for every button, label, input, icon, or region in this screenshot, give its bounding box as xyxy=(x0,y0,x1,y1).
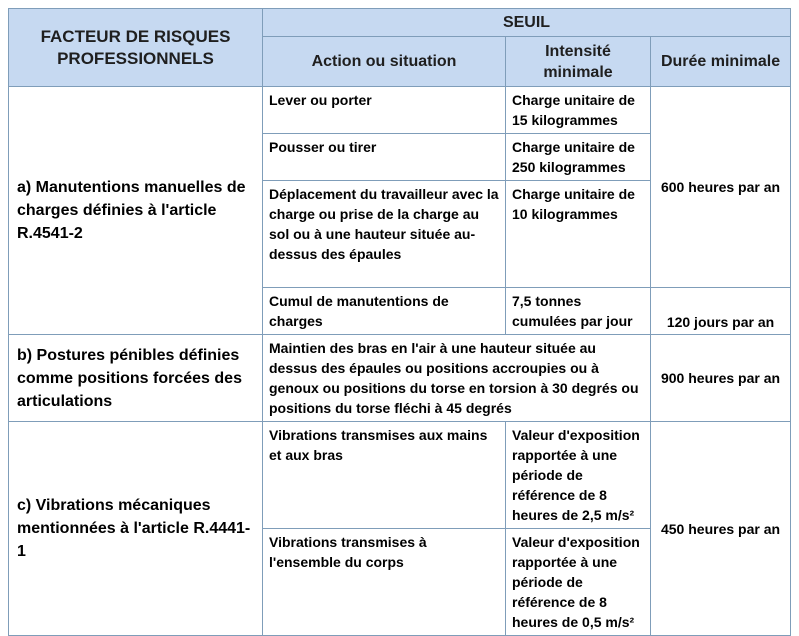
risk-threshold-table xyxy=(8,8,791,636)
factor-manual-handling: a) Manutentions manuelles de charges définies à l'article R.4541-2 xyxy=(9,87,263,335)
factor-vibrations: c) Vibrations mécaniques mentionnées à l'article R.4441-1 xyxy=(9,422,263,636)
header-threshold: SEUIL xyxy=(263,9,791,37)
action-postures: Maintien des bras en l'air à une hauteur située au dessus des épaules ou positions accroupies ou à genoux ou positions du torse en torsion à 30 degrés ou positions du torse fléchi à 45 degrés xyxy=(263,335,651,422)
action-cumulative-handling: Cumul de manutentions de charges xyxy=(263,288,506,335)
header-intensity: Intensité minimale xyxy=(506,37,651,87)
action-push-pull: Pousser ou tirer xyxy=(263,134,506,181)
header-duration: Durée minimale xyxy=(651,37,791,87)
header-risk-factor: FACTEUR DE RISQUES PROFESSIONNELS xyxy=(9,9,263,87)
intensity-hand-arm-vibrations: Valeur d'exposition rapportée à une période de référence de 8 heures de 2,5 m/s² xyxy=(506,422,651,529)
intensity-move-with-load: Charge unitaire de 10 kilogrammes xyxy=(506,181,651,288)
intensity-whole-body-vibrations: Valeur d'exposition rapportée à une période de référence de 8 heures de 0,5 m/s² xyxy=(506,529,651,636)
intensity-cumulative-handling: 7,5 tonnes cumulées par jour xyxy=(506,288,651,335)
intensity-lift-carry: Charge unitaire de 15 kilogrammes xyxy=(506,87,651,134)
duration-cumulative-handling: 120 jours par an xyxy=(651,288,791,335)
duration-postures: 900 heures par an xyxy=(651,335,791,422)
duration-manual-handling: 600 heures par an xyxy=(651,87,791,288)
action-lift-carry: Lever ou porter xyxy=(263,87,506,134)
action-move-with-load: Déplacement du travailleur avec la charge ou prise de la charge au sol ou à une hauteur située au-dessus des épaules xyxy=(263,181,506,288)
action-hand-arm-vibrations: Vibrations transmises aux mains et aux bras xyxy=(263,422,506,529)
duration-vibrations: 450 heures par an xyxy=(651,422,791,636)
action-whole-body-vibrations: Vibrations transmises à l'ensemble du corps xyxy=(263,529,506,636)
header-action: Action ou situation xyxy=(263,37,506,87)
intensity-push-pull: Charge unitaire de 250 kilogrammes xyxy=(506,134,651,181)
factor-postures: b) Postures pénibles définies comme positions forcées des articulations xyxy=(9,335,263,422)
